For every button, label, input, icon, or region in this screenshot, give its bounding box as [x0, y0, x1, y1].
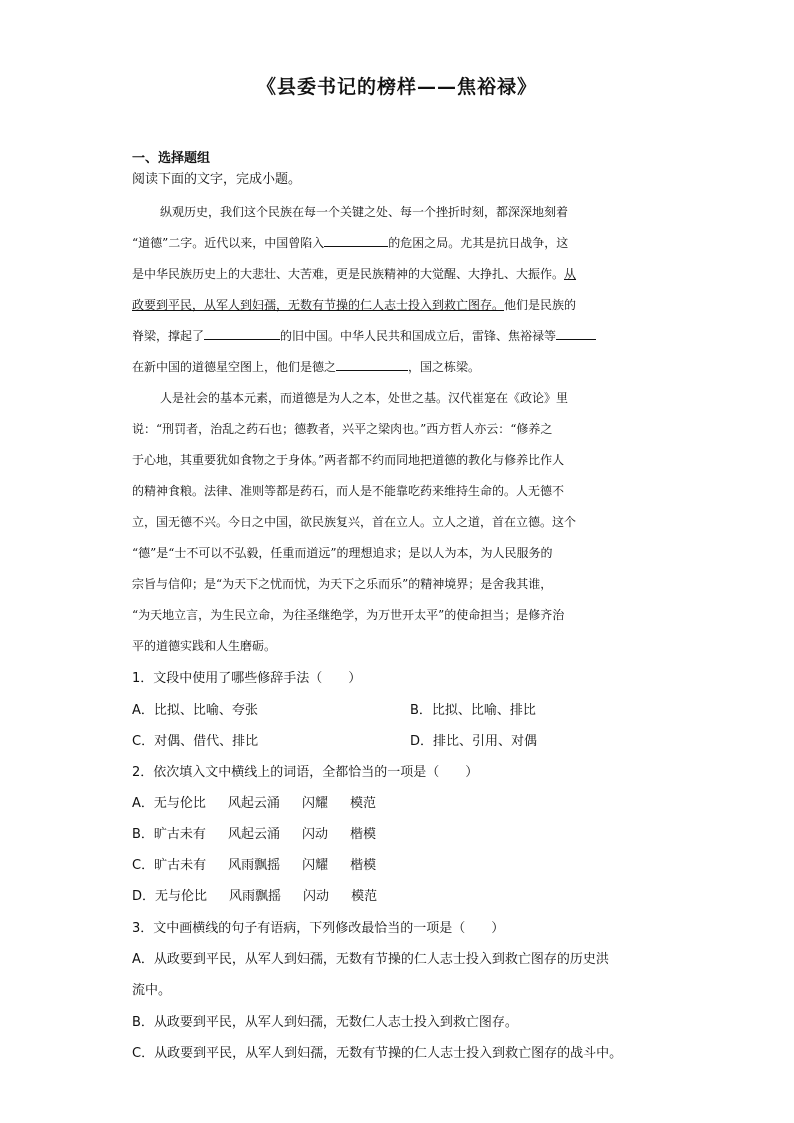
q2-option-b[interactable]: B．旷古未有 风起云涌 闪动 楷模 [132, 827, 376, 842]
q1-option-a[interactable]: A．比拟、比喻、夸张 [132, 703, 258, 718]
q1-option-d[interactable]: D．排比、引用、对偶 [410, 734, 538, 749]
instruction-text: 阅读下面的文字，完成小题。 [132, 172, 302, 187]
page-title: 《县委书记的榜样——焦裕禄》 [256, 76, 537, 98]
passage-line: 的精神食粮。法律、准则等都是药石，而人是不能靠吃药来维持生命的。人无德不 [132, 484, 565, 498]
fill-blank-3 [556, 327, 596, 340]
passage-line: 人是社会的基本元素，而道德是为人之本，处世之基。汉代崔寔在《政论》里 [160, 391, 569, 405]
passage-line: “道德”二字。近代以来，中国曾陷入 的危困之局。尤其是抗日战争，这 [132, 236, 569, 250]
question-1-stem: 1．文段中使用了哪些修辞手法（ ） [132, 671, 362, 686]
q2-option-c[interactable]: C．旷古未有 风雨飘摇 闪耀 楷模 [132, 858, 377, 873]
passage-line: 政要到平民，从军人到妇孺，无数有节操的仁人志士投入到救亡图存。他们是民族的 [132, 298, 577, 312]
fill-blank-4 [336, 358, 408, 371]
passage-line: 是中华民族历史上的大悲壮、大苦难，更是民族精神的大觉醒、大挣扎、大振作。从 [132, 267, 577, 281]
passage-line: “德”是“士不可以不弘毅，任重而道远”的理想追求；是以人为本，为人民服务的 [132, 546, 553, 560]
q3-option-a[interactable]: A．从政要到平民，从军人到妇孺，无数有节操的仁人志士投入到救亡图存的历史洪 [132, 952, 609, 967]
passage-line: 在新中国的道德星空图上，他们是德之 ，国之栋梁。 [132, 360, 481, 374]
q2-option-d[interactable]: D．无与伦比 风雨飘摇 闪动 模范 [132, 889, 378, 904]
section-heading: 一、选择题组 [132, 151, 211, 166]
underlined-sentence: 从 [564, 267, 577, 281]
passage-line: 说：“刑罚者，治乱之药石也；德教者，兴平之梁肉也。”西方哲人亦云：“修养之 [132, 422, 553, 436]
passage-line: 宗旨与信仰；是“为天下之忧而忧，为天下之乐而乐”的精神境界；是舍我其谁， [132, 577, 553, 591]
passage-line: 立，国无德不兴。今日之中国，欲民族复兴，首在立人。立人之道，首在立德。这个 [132, 515, 577, 529]
passage-line: “为天地立言，为生民立命，为往圣继绝学，为万世开太平”的使命担当；是修齐治 [132, 608, 565, 622]
q1-option-b[interactable]: B．比拟、比喻、排比 [410, 703, 536, 718]
passage-line: 脊梁，撑起了 的旧中国。中华人民共和国成立后，雷锋、焦裕禄等 [132, 327, 596, 345]
question-2-stem: 2．依次填入文中横线上的词语，全都恰当的一项是（ ） [132, 765, 479, 780]
fill-blank-1 [324, 234, 388, 247]
passage-line: 纵观历史，我们这个民族在每一个关键之处、每一个挫折时刻，都深深地刻着 [160, 205, 569, 219]
fill-blank-2 [204, 327, 280, 340]
passage-line: 平的道德实践和人生磨砺。 [132, 639, 277, 653]
q1-option-c[interactable]: C．对偶、借代、排比 [132, 734, 259, 749]
question-3-stem: 3．文中画横线的句子有语病，下列修改最恰当的一项是（ ） [132, 921, 505, 936]
q3-option-c[interactable]: C．从政要到平民，从军人到妇孺，无数有节操的仁人志士投入到救亡图存的战斗中。 [132, 1046, 623, 1061]
q3-option-a-cont[interactable]: 流中。 [132, 983, 172, 998]
q3-option-b[interactable]: B．从政要到平民，从军人到妇孺，无数仁人志士投入到救亡图存。 [132, 1015, 518, 1030]
passage-line: 于心地，其重要犹如食物之于身体。”两者都不约而同地把道德的教化与修养比作人 [132, 453, 565, 467]
q2-option-a[interactable]: A．无与伦比 风起云涌 闪耀 模范 [132, 796, 376, 811]
underlined-sentence: 政要到平民，从军人到妇孺，无数有节操的仁人志士投入到救亡图存。 [132, 298, 505, 312]
